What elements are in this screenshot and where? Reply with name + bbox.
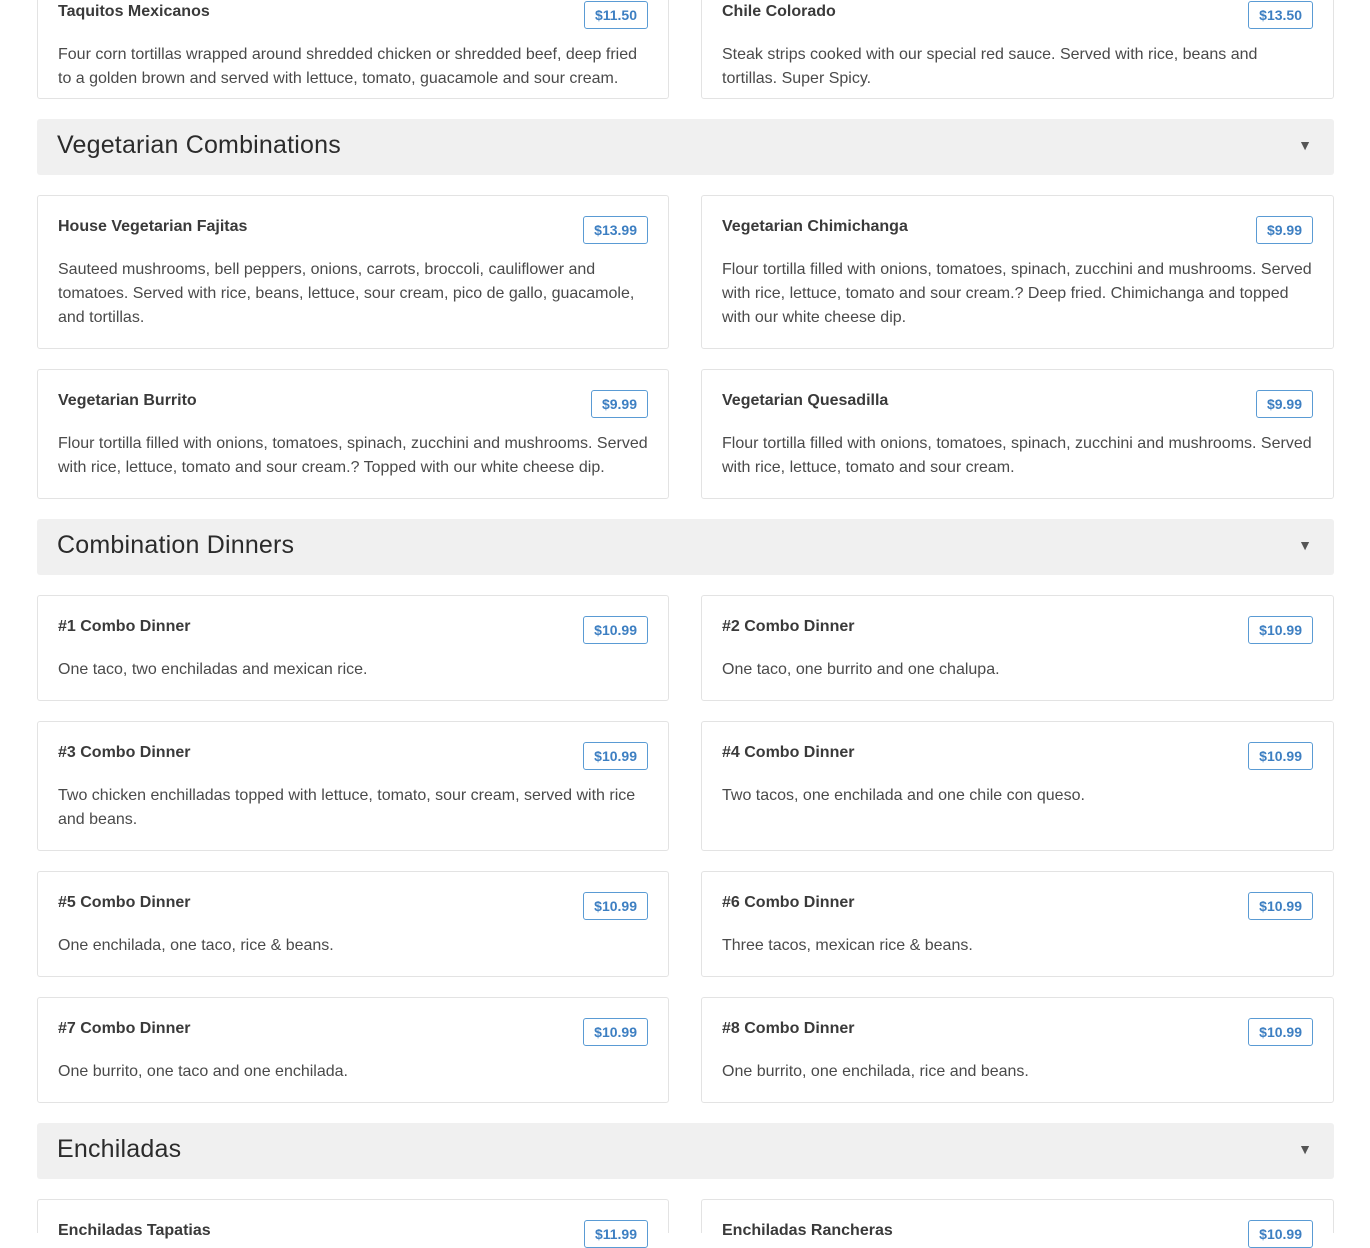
menu-item-card[interactable] [701, 997, 1334, 1103]
menu-item-name: Enchiladas Rancheras [722, 1222, 893, 1239]
menu-item-description: Flour tortilla filled with onions, tomatoes, spinach, zucchini and mushrooms. Served with rice, lettuce, tomato and sour cream. [722, 435, 1312, 476]
menu-item-description: Sauteed mushrooms, bell peppers, onions, carrots, broccoli, cauliflower and tomatoes. Served with rice, beans, lettuce, sour cream, pico de gallo, guacamole, and tortillas. [58, 261, 635, 326]
menu-item-price: $10.99 [583, 1018, 648, 1046]
menu-item-description: Four corn tortillas wrapped around shredded chicken or shredded beef, deep fried to a golden brown and served with lettuce, tomato, guacamole and sour cream. [58, 46, 638, 87]
menu-item-price: $10.99 [1248, 742, 1313, 770]
menu-item-card[interactable] [37, 721, 669, 851]
menu-item-name: Taquitos Mexicanos [58, 3, 210, 20]
menu-item-card[interactable] [701, 721, 1334, 851]
menu-item-description: Three tacos, mexican rice & beans. [722, 937, 973, 954]
menu-item-card[interactable] [701, 1199, 1334, 1242]
menu-item-price: $10.99 [583, 892, 648, 920]
menu-item-name: #1 Combo Dinner [58, 618, 191, 635]
menu-item-name: Enchiladas Tapatias [58, 1222, 211, 1239]
section-title: Vegetarian Combinations [57, 131, 341, 159]
menu-item-card[interactable] [701, 0, 1334, 99]
menu-item-price: $13.50 [1248, 1, 1313, 29]
menu-item-name: #4 Combo Dinner [722, 744, 855, 761]
menu-item-price: $11.99 [584, 1220, 648, 1248]
menu-item-description: One taco, one burrito and one chalupa. [722, 661, 1000, 678]
menu-item-name: Vegetarian Chimichanga [722, 218, 908, 235]
menu-item-name: Vegetarian Quesadilla [722, 392, 889, 409]
menu-item-name: #8 Combo Dinner [722, 1020, 855, 1037]
menu-item-name: #3 Combo Dinner [58, 744, 191, 761]
menu-item-name: Vegetarian Burrito [58, 392, 197, 409]
section-header-enchiladas[interactable] [37, 1123, 1334, 1179]
menu-item-price: $10.99 [1248, 1220, 1313, 1248]
section-header-combination-dinners[interactable] [37, 519, 1334, 575]
section-header-vegetarian-combinations[interactable] [37, 119, 1334, 175]
menu-item-description: Two chicken enchilladas topped with lettuce, tomato, sour cream, served with rice and beans. [58, 787, 636, 828]
menu-item-price: $10.99 [1248, 1018, 1313, 1046]
menu-item-name: House Vegetarian Fajitas [58, 218, 248, 235]
menu-item-price: $10.99 [583, 616, 648, 644]
menu-item-price: $10.99 [583, 742, 648, 770]
chevron-down-icon[interactable]: ▼ [1298, 537, 1312, 553]
menu-item-description: Flour tortilla filled with onions, tomatoes, spinach, zucchini and mushrooms. Served with rice, lettuce, tomato and sour cream.? Deep fried. Chimichanga and topped with our white cheese dip. [722, 261, 1312, 326]
menu-item-name: #7 Combo Dinner [58, 1020, 191, 1037]
section-title: Enchiladas [57, 1135, 182, 1163]
menu-item-price: $10.99 [1248, 892, 1313, 920]
menu-item-card[interactable] [701, 195, 1334, 349]
menu-item-description: Two tacos, one enchilada and one chile con queso. [722, 787, 1085, 804]
menu-item-card[interactable] [37, 369, 669, 499]
menu-item-price: $9.99 [591, 390, 648, 418]
menu-item-price: $13.99 [583, 216, 648, 244]
menu-item-name: #6 Combo Dinner [722, 894, 855, 911]
menu-item-price: $10.99 [1248, 616, 1313, 644]
chevron-down-icon[interactable]: ▼ [1298, 137, 1312, 153]
menu-item-description: Steak strips cooked with our special red sauce. Served with rice, beans and tortillas. Super Spicy. [722, 46, 1258, 87]
menu-item-name: #5 Combo Dinner [58, 894, 191, 911]
menu-item-price: $9.99 [1256, 390, 1313, 418]
menu-item-description: Flour tortilla filled with onions, tomatoes, spinach, zucchini and mushrooms. Served with rice, lettuce, tomato and sour cream.? Topped with our white cheese dip. [58, 435, 648, 476]
menu-item-description: One burrito, one enchilada, rice and beans. [722, 1063, 1029, 1080]
section-title: Combination Dinners [57, 531, 295, 559]
menu-item-description: One enchilada, one taco, rice & beans. [58, 937, 334, 954]
menu-item-name: #2 Combo Dinner [722, 618, 855, 635]
menu-item-card[interactable] [37, 1199, 669, 1242]
menu-item-price: $9.99 [1256, 216, 1313, 244]
menu-item-description: One burrito, one taco and one enchilada. [58, 1063, 348, 1080]
menu-item-card[interactable] [37, 195, 669, 349]
menu-item-card[interactable] [37, 0, 669, 99]
menu-item-price: $11.50 [584, 1, 648, 29]
menu-item-card[interactable] [37, 871, 669, 977]
chevron-down-icon[interactable]: ▼ [1298, 1141, 1312, 1157]
menu-item-card[interactable] [37, 997, 669, 1103]
menu-item-name: Chile Colorado [722, 3, 836, 20]
menu-item-description: One taco, two enchiladas and mexican rice. [58, 661, 368, 678]
menu-item-card[interactable] [37, 595, 669, 701]
menu-item-card[interactable] [701, 595, 1334, 701]
menu-item-card[interactable] [701, 871, 1334, 977]
menu-item-card[interactable] [701, 369, 1334, 499]
